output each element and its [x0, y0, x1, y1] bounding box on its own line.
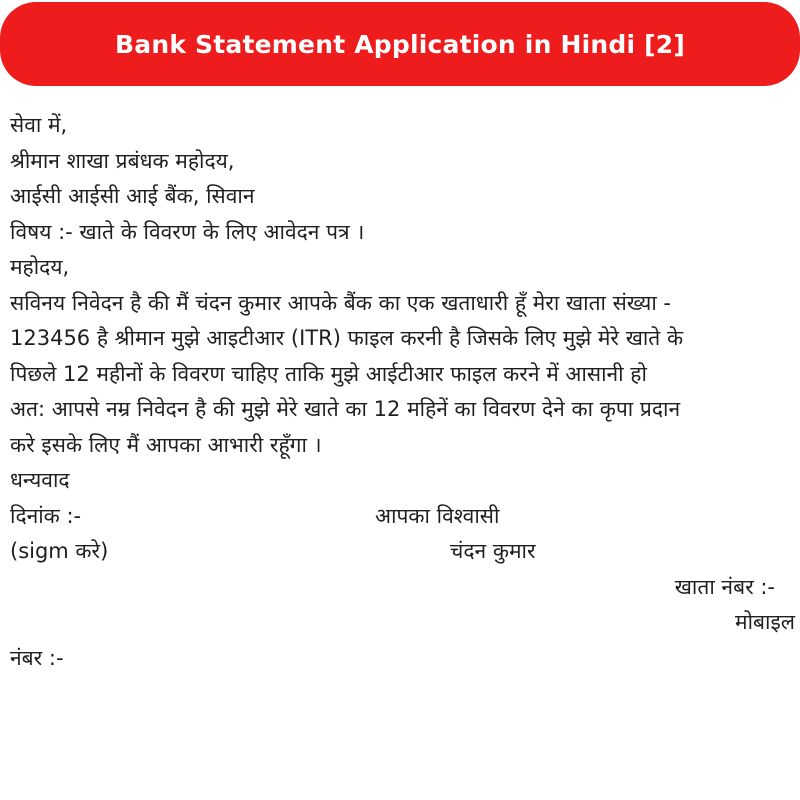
number-row: [10, 641, 795, 677]
body-line: पिछले 12 महीनों के विवरण चाहिए ताकि मुझे आईटीआर फाइल करने में आसानी हो: [10, 361, 647, 386]
signoff: आपका विश्वासी: [375, 503, 500, 528]
greeting: महोदय,: [10, 255, 70, 279]
account-number-label: खाता नंबर :-: [674, 574, 775, 599]
account-row: [10, 570, 795, 606]
letter-body: [10, 286, 795, 464]
body-line: करे इसके लिए मैं आपका आभारी रहूँगा ।: [10, 432, 322, 457]
bank-name: आईसी आईसी आई बैंक, सिवान: [10, 184, 255, 208]
subject-line: विषय :- खाते के विवरण के लिए आवेदन पत्र ।: [10, 219, 365, 244]
salutation-to: सेवा में,: [10, 113, 68, 137]
number-label: नंबर :-: [10, 645, 64, 670]
signature-note: (sigm करे): [10, 539, 109, 563]
body-line: सविनय निवेदन है की मैं चंदन कुमार आपके बैंक का एक खताधारी हूँ मेरा खाता संख्या -: [10, 290, 672, 315]
body-line: अत: आपसे नम्र निवेदन है की मुझे मेरे खाते का 12 महिनें का विवरण देने का कृपा प्रदान: [10, 397, 681, 421]
thanks: धन्यवाद: [10, 468, 70, 492]
signature-row: [10, 534, 795, 570]
title-banner: [0, 2, 800, 86]
date-signoff-row: [10, 499, 795, 535]
recipient-title: श्रीमान शाखा प्रबंधक महोदय,: [10, 148, 235, 173]
page-title: Bank Statement Application in Hindi [2]: [115, 29, 685, 59]
sender-name: चंदन कुमार: [450, 539, 536, 563]
application-letter: [10, 108, 795, 676]
mobile-label: मोबाइल: [735, 610, 795, 634]
date-label: दिनांक :-: [10, 503, 82, 528]
mobile-row: [10, 605, 795, 641]
body-line: 123456 है श्रीमान मुझे आइटीआर (ITR) फाइल करनी है जिसके लिए मुझे मेरे खाते के: [10, 326, 684, 350]
